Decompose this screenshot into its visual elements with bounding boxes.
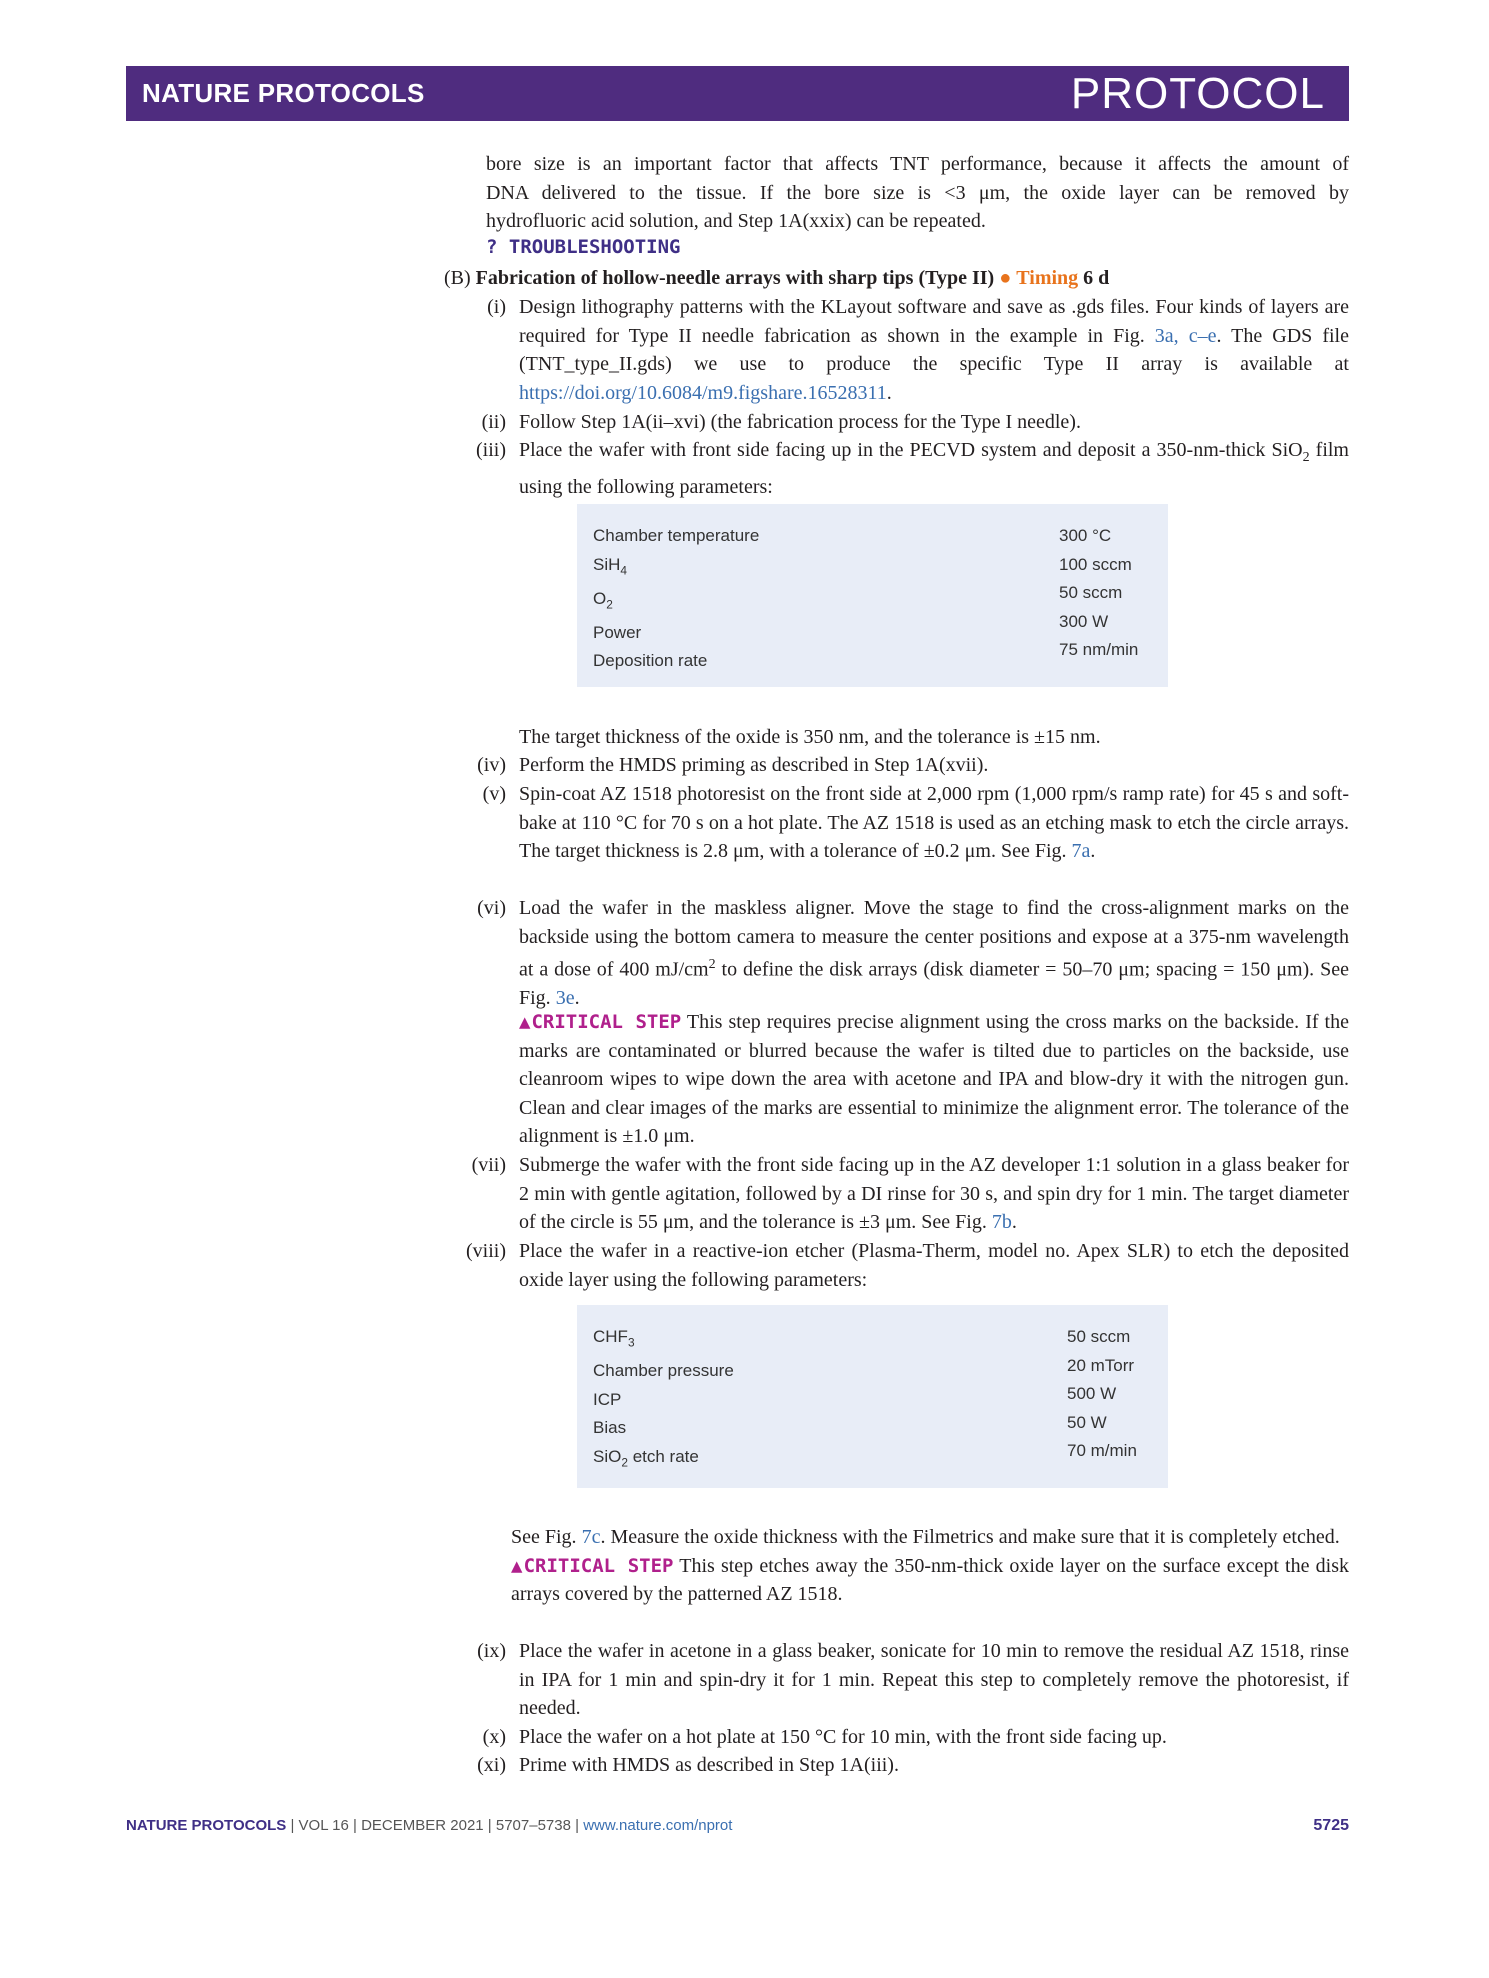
step-xi-text: Prime with HMDS as described in Step 1A(iii). bbox=[519, 1754, 899, 1776]
table1-row-param: Chamber temperature bbox=[593, 526, 760, 545]
step-i-text bbox=[519, 293, 1349, 407]
timing-dot-icon: ● bbox=[999, 267, 1012, 289]
intro-line-1: bore size is an important factor that affects TNT performance, because it affects the amount of bbox=[486, 153, 1349, 175]
oxide-etch-check-text bbox=[511, 1523, 1349, 1552]
step-v-text-part2: . bbox=[1090, 840, 1096, 863]
table2-row-param: ICP bbox=[593, 1389, 622, 1409]
oxide-etch-text: . Measure the oxide thickness with the Filmetrics and make sure that it is completely etched. bbox=[600, 1526, 1340, 1548]
intro-line-3: hydrofluoric acid solution, and Step 1A(xxix) can be repeated. bbox=[486, 210, 986, 233]
journal-header-bar bbox=[126, 66, 1349, 121]
critical-step-label: ▲CRITICAL STEP bbox=[519, 1011, 682, 1033]
footer-journal: NATURE PROTOCOLS bbox=[126, 1817, 287, 1834]
step-vii-text-part1: Submerge the wafer with the front side facing up in the AZ developer 1:1 solution in a glass beaker for 2 min with gentle agitation, followed by a DI rinse for 30 s, and spin dry for 1 min. The target diameter of the circle is 55 μm, and the tolerance is ±3 μm. See Fig. bbox=[519, 1154, 1349, 1234]
step-iv-text: Perform the HMDS priming as described in Step 1A(xvii). bbox=[519, 754, 989, 776]
step-vi-critical bbox=[519, 1008, 1349, 1151]
table2-row-value: 500 W bbox=[1067, 1384, 1117, 1404]
footer-separator: | bbox=[483, 1817, 496, 1834]
oxide-etch-check bbox=[511, 1523, 1349, 1609]
rie-parameters-table bbox=[577, 1305, 1168, 1488]
see-fig-text: See Fig. bbox=[511, 1526, 577, 1548]
table2-row-value: 70 m/min bbox=[1067, 1441, 1137, 1461]
footer-separator: | bbox=[348, 1817, 362, 1834]
table2-row-value: 20 mTorr bbox=[1067, 1355, 1135, 1375]
step-ix-number: (ix) bbox=[477, 1640, 506, 1662]
timing-label: Timing bbox=[1016, 267, 1079, 289]
table1-row-param: Deposition rate bbox=[593, 651, 708, 671]
step-iii-subscript: 2 bbox=[1302, 450, 1310, 465]
fig-7a-link[interactable]: 7a bbox=[1071, 840, 1091, 863]
table1-row-value: 300 W bbox=[1059, 611, 1109, 631]
section-b-label: (B) bbox=[444, 267, 471, 289]
table1-row-param: SiH$_4$ bbox=[593, 554, 628, 577]
critical-step-label: ▲CRITICAL STEP bbox=[511, 1554, 674, 1577]
intro-line-2: DNA delivered to the tissue. If the bore size is <3 μm, the oxide layer can be removed by bbox=[486, 181, 1349, 204]
critical-step-text: This step etches away the 350-nm-thick oxide layer on the surface except the disk arrays covered by the patterned AZ 1518. bbox=[511, 1554, 1349, 1606]
table2-row-param: SiO$_2$ etch rate bbox=[593, 1446, 699, 1470]
table1-row-value: 75 nm/min bbox=[1059, 640, 1139, 660]
table2-row-value: 50 W bbox=[1067, 1412, 1107, 1432]
step-iv-number: (iv) bbox=[477, 754, 506, 776]
step-vii-number: (vii) bbox=[471, 1154, 506, 1176]
step-viii-critical bbox=[511, 1552, 1349, 1609]
footer-url-link[interactable]: www.nature.com/nprot bbox=[583, 1817, 733, 1834]
figshare-doi-link[interactable]: https://doi.org/10.6084/m9.figshare.16528311 bbox=[519, 381, 887, 404]
article-type: PROTOCOL bbox=[1070, 68, 1325, 118]
step-vii-text-part2: . bbox=[1011, 1211, 1017, 1234]
footer-date: DECEMBER 2021 bbox=[361, 1817, 484, 1834]
step-x-text: Place the wafer on a hot plate at 150 °C for 10 min, with the front side facing up. bbox=[519, 1726, 1167, 1748]
table2-row-param: Chamber pressure bbox=[593, 1360, 734, 1380]
section-b-heading bbox=[444, 264, 1349, 293]
step-vi-text-part3: . bbox=[574, 987, 580, 1010]
fig-7c-link[interactable]: 7c bbox=[581, 1526, 601, 1548]
table1-row-value: 100 sccm bbox=[1059, 554, 1132, 574]
footer-citation bbox=[126, 1817, 732, 1835]
section-b-title: Fabrication of hollow-needle arrays with sharp tips (Type II) bbox=[475, 267, 995, 289]
table1-row-value: 50 sccm bbox=[1059, 583, 1123, 603]
fig-3a-link[interactable]: 3a, c–e bbox=[1154, 324, 1217, 347]
step-xi-number: (xi) bbox=[477, 1754, 506, 1776]
step-vi-text-part1: Load the wafer in the maskless aligner. Move the stage to find the cross-alignment marks on the backside using the bottom camera to measure the center positions and expose at a 375-nm wavelength at a dose of 400 mJ/cm bbox=[519, 897, 1349, 981]
table1-row-value: 300 °C bbox=[1059, 526, 1112, 545]
step-i-text-part1: Design lithography patterns with the KLayout software and save as .gds files. Four kinds of layers are required for Type II needle fabrication as shown in the example in Fig. bbox=[519, 296, 1349, 347]
step-v-text-part1: Spin-coat AZ 1518 photoresist on the front side at 2,000 rpm (1,000 rpm/s ramp rate) for 45 s and soft-bake at 110 °C for 70 s on a hot plate. The AZ 1518 is used as an etching mask to etch the circle arrays. The target thickness is 2.8 μm, with a tolerance of ±0.2 μm. See Fig. bbox=[519, 783, 1349, 863]
step-vi-text bbox=[519, 894, 1349, 1013]
table2-row-param: Bias bbox=[593, 1418, 627, 1438]
step-v-number: (v) bbox=[482, 783, 506, 805]
timing-value: 6 d bbox=[1083, 267, 1110, 289]
step-vii-text bbox=[519, 1151, 1349, 1237]
troubleshooting-label[interactable]: ? TROUBLESHOOTING bbox=[486, 236, 681, 258]
step-iii-text bbox=[519, 436, 1349, 501]
step-i-number: (i) bbox=[487, 296, 506, 318]
page-footer bbox=[126, 1817, 1349, 1835]
step-vi-superscript: 2 bbox=[708, 957, 716, 973]
step-ix-text: Place the wafer in acetone in a glass beaker, sonicate for 10 min to remove the residual AZ 1518, rinse in IPA for 1 min and spin-dry it for 1 min. Repeat this step to completely remove the photoresist, if needed. bbox=[519, 1640, 1349, 1720]
table1-row-param: Power bbox=[593, 622, 642, 642]
pecvd-parameters-table bbox=[577, 504, 1168, 687]
table2-row-value: 50 sccm bbox=[1067, 1327, 1131, 1346]
step-ii-number: (ii) bbox=[481, 411, 506, 433]
oxide-tolerance-sentence: The target thickness of the oxide is 350 nm, and the tolerance is ±15 nm. bbox=[519, 726, 1101, 748]
step-iii-text-part1: Place the wafer with front side facing up in the PECVD system and deposit a 350-nm-thick SiO bbox=[519, 439, 1303, 461]
step-v-text bbox=[519, 780, 1349, 866]
footer-separator: | bbox=[570, 1817, 584, 1834]
footer-volume: VOL 16 bbox=[298, 1817, 349, 1834]
intro-paragraph bbox=[486, 150, 1349, 236]
step-vi-number: (vi) bbox=[477, 897, 506, 919]
step-iii-text-part2: film using the following parameters: bbox=[519, 439, 1349, 498]
oxide-tolerance-text bbox=[519, 723, 1349, 752]
footer-pages: 5707–5738 bbox=[495, 1817, 571, 1834]
step-viii-number: (viii) bbox=[466, 1240, 506, 1262]
journal-name: NATURE PROTOCOLS bbox=[142, 78, 425, 108]
table1-row-param: $O_2$ bbox=[593, 588, 613, 611]
footer-separator: | bbox=[286, 1817, 299, 1834]
step-i-text-part2: . The GDS file (TNT_type_II.gds) we use to produce the specific Type II array is available at bbox=[519, 324, 1349, 376]
step-iii-number: (iii) bbox=[476, 439, 506, 461]
step-vi-text-part2: to define the disk arrays (disk diameter = 50–70 μm; spacing = 150 μm). See Fig. bbox=[519, 958, 1349, 1010]
step-ii-text: Follow Step 1A(ii–xvi) (the fabrication process for the Type I needle). bbox=[519, 411, 1081, 433]
step-i-text-part3: . bbox=[886, 381, 892, 404]
step-viii-text: Place the wafer in a reactive-ion etcher (Plasma-Therm, model no. Apex SLR) to etch the deposited oxide layer using the following parameters: bbox=[519, 1240, 1349, 1291]
step-x-number: (x) bbox=[482, 1726, 506, 1748]
table2-row-param: $CHF_3$ bbox=[593, 1327, 635, 1350]
fig-7b-link[interactable]: 7b bbox=[991, 1211, 1012, 1234]
page-number: 5725 bbox=[1313, 1817, 1349, 1834]
fig-3e-link[interactable]: 3e bbox=[555, 987, 575, 1010]
critical-step-text: This step requires precise alignment using the cross marks on the backside. If the marks are contaminated or blurred because the wafer is tilted due to particles on the backside, use cleanroom wipes to wipe down the area with acetone and IPA and blow-dry it with the nitrogen gun. Clean and clear images of the marks are essential to minimize the alignment error. The tolerance of the alignment is ±1.0 μm. bbox=[519, 1011, 1349, 1148]
